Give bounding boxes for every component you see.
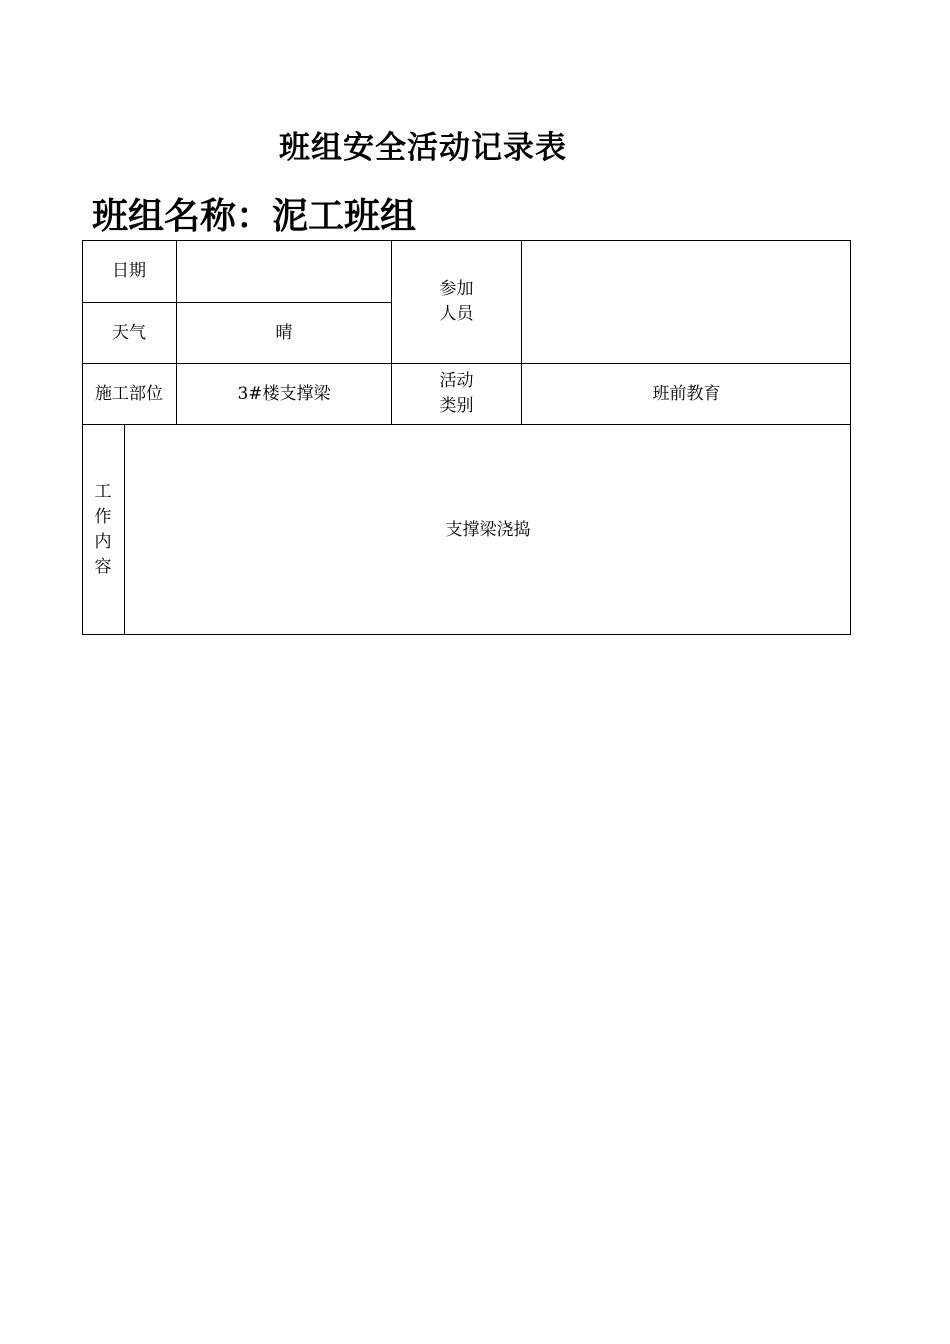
date-label: 日期 xyxy=(112,260,146,281)
work-content-label-char: 作 xyxy=(94,507,112,527)
work-content-label-char: 工 xyxy=(94,482,112,502)
form-title: 班组安全活动记录表 xyxy=(279,130,567,166)
weather-value: 晴 xyxy=(275,322,293,343)
work-content-value: 支撑梁浇捣 xyxy=(445,519,531,540)
location-label: 施工部位 xyxy=(95,383,163,404)
work-content-label xyxy=(82,425,124,635)
work-content-label-char: 内 xyxy=(94,532,112,552)
team-name-line xyxy=(92,192,416,240)
team-name-label: 班组名称： xyxy=(92,195,273,237)
participants-label: 参加 人员 xyxy=(439,278,474,324)
weather-label: 天气 xyxy=(112,322,146,343)
activity-type-label: 活动 类别 xyxy=(439,371,474,416)
team-name-value: 泥工班组 xyxy=(272,195,417,237)
location-value: 3#楼支撑梁 xyxy=(237,383,331,404)
work-content-label-char: 容 xyxy=(94,557,112,577)
activity-type-value: 班前教育 xyxy=(652,383,721,404)
date-value xyxy=(177,240,391,302)
participants-value xyxy=(522,240,851,363)
